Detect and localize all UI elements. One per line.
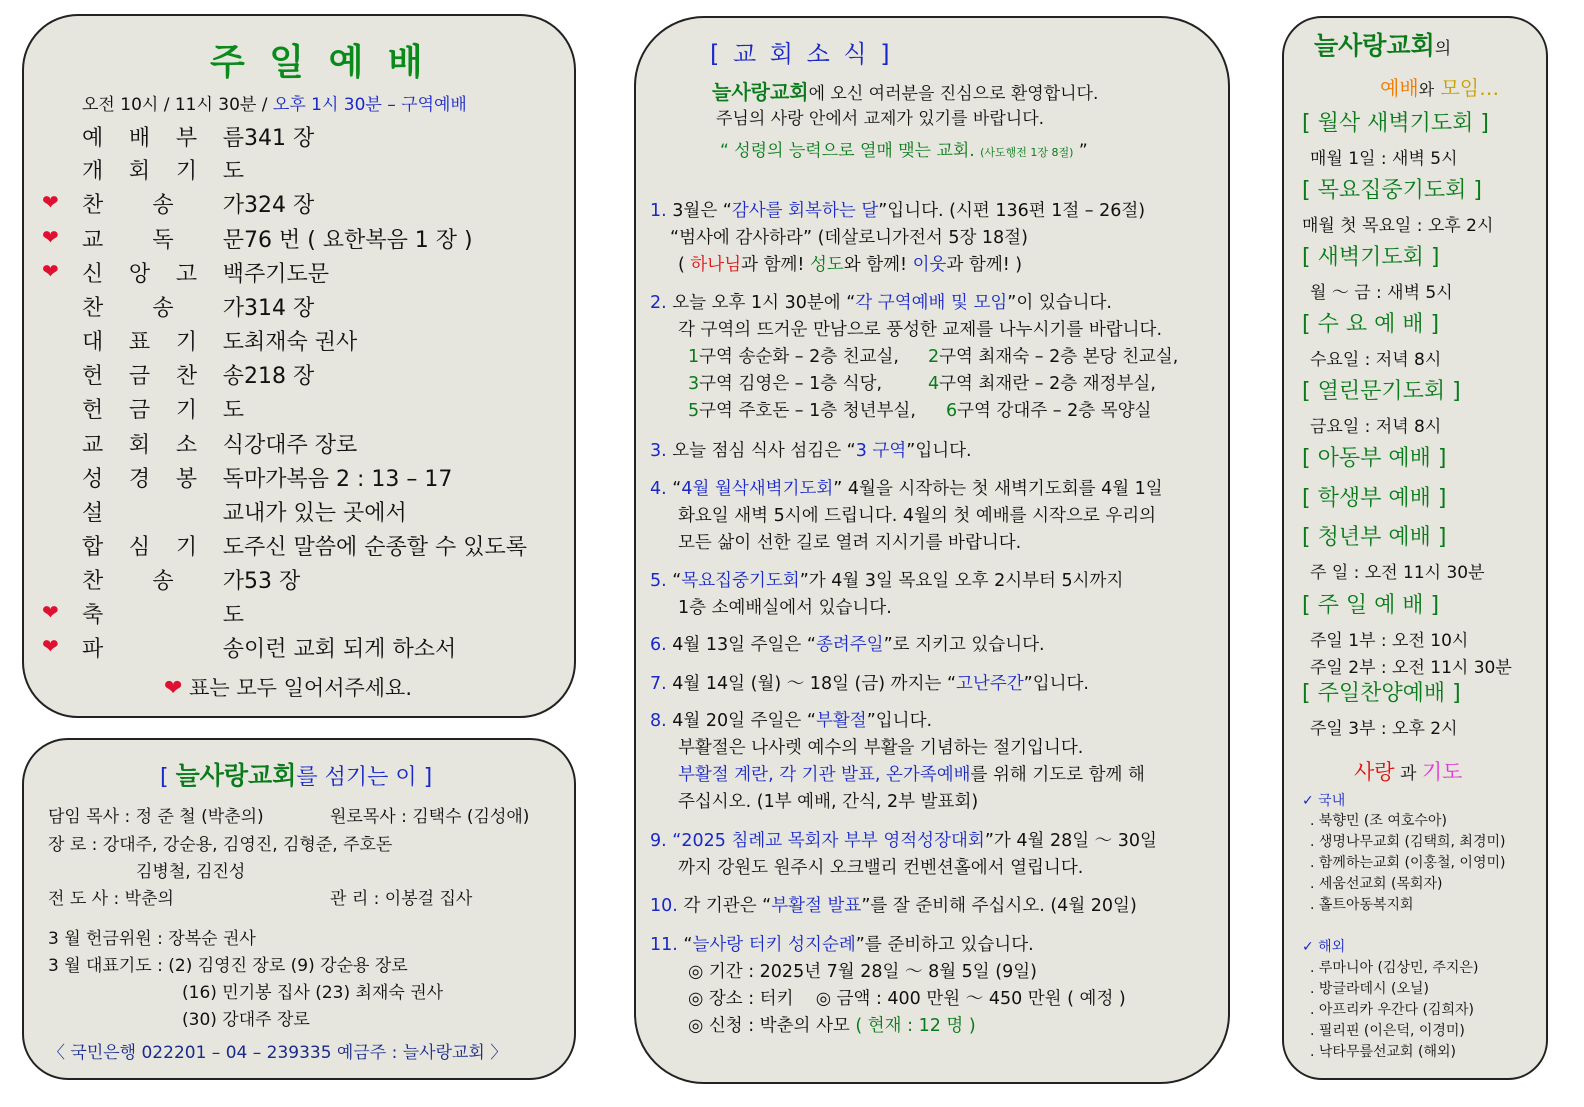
worship-order-label-char: 기 [175,158,198,184]
news-num-2: 2. [650,293,667,313]
worship-order-value: 주기도문 [244,261,330,287]
elders-line: 장 로 : 강대주, 강순용, 김영진, 김형준, 주호돈 [48,835,393,855]
worship-order-label-char: 헌 [82,397,104,423]
news-item-5 [650,568,1123,595]
schedule-time: 수요일 : 저녁 8시 [1310,350,1442,370]
news-2-c: ”이 있습니다. [1007,293,1112,313]
mission-item [1310,852,1505,872]
worship-order-label-char: 합 [82,534,104,560]
mission-item [1310,894,1414,914]
news-8-a: 4월 20일 주일은 “ [672,711,816,731]
worship-order-row [82,186,314,220]
worship-order-row [82,152,244,186]
news-3-b: 3 구역 [855,441,907,461]
mission-name: 루마니아 (김상민, 주지은) [1318,960,1479,976]
news-item-4 [650,476,1163,503]
worship-order-label-char: 개 [82,158,104,184]
worship-order-label [82,530,244,561]
schedule-heading: [ 열린문기도회 ] [1302,379,1461,404]
news-item-4-line-3: 모든 삶이 선한 길로 열려 지시기를 바랍니다. [678,533,1022,553]
worship-time-main: 오전 10시 / 11시 30분 / [82,95,268,115]
servants-title [160,756,432,792]
zone-text: 구역 송순화 – 2층 친교실, [699,347,899,367]
news-1-l3e: 와 함께! [843,255,913,275]
news-11-a: “ [683,935,693,955]
news-1-l3g: 과 함께! ) [946,255,1023,275]
worship-order-row [82,391,244,425]
servants-title-open: [ [160,765,169,790]
worship-order-label [82,496,244,527]
schedule-sub-meeting: 모임… [1440,76,1500,100]
love-text: 사랑 [1354,760,1395,784]
zone-number: 1 [688,347,700,367]
worship-order-value: 324 장 [244,192,315,218]
worship-order-label-char: 송 [152,568,174,594]
schedule-time: 금요일 : 저녁 8시 [1310,417,1442,437]
news-num-8: 8. [650,711,667,731]
worship-order-label-char: 금 [128,363,151,389]
news-item-5-line-2: 1층 소예배실에서 있습니다. [678,598,892,618]
offering-line: 3 월 헌금위원 : 장복순 권사 [48,929,256,949]
worship-order-label-char: 심 [128,534,151,560]
schedule-time: 주일 3부 : 오후 2시 [1310,719,1458,739]
news-2-a: 오늘 오후 1시 30분에 “ [672,293,856,313]
news-6-c: ”로 지키고 있습니다. [883,635,1045,655]
worship-order-label [82,564,244,595]
news-1-l3f: 이웃 [912,255,947,275]
schedule-heading: [ 수 요 예 배 ] [1302,312,1440,337]
schedule-time: 월 ～ 금 : 새벽 5시 [1310,283,1453,303]
news-6-a: 4월 13일 주일은 “ [672,635,816,655]
worship-order-label-char: 파 [82,636,104,662]
news-1-l3b: 하나님 [690,255,742,275]
worship-order-row [82,494,407,528]
worship-order-panel [22,14,576,718]
worship-order-label-char: 신 [82,261,104,287]
worship-order-value: 314 장 [244,295,315,321]
news-1-a: 3월은 “ [672,201,732,221]
bullet-dot-icon: . [1310,897,1319,913]
news-num-10: 10. [650,896,678,916]
heart-icon: ❤ [164,676,183,701]
news-10-c: ”를 잘 준비해 주십시오. (4월 20일) [861,896,1137,916]
worship-order-label-char: 대 [82,329,104,355]
schedule-heading: [ 월삭 새벽기도회 ] [1302,111,1489,136]
worship-order-row [82,460,452,494]
mission-name: 필리핀 (이은덕, 이경미) [1318,1023,1465,1039]
worship-order-label-char: 기 [175,534,198,560]
servants-panel [22,738,576,1080]
worship-order-label-char: 가 [222,295,244,321]
worship-order-row [82,528,527,562]
schedule-subtitle [1380,72,1499,101]
worship-order-value: 마가복음 2 : 13 – 17 [244,466,453,492]
evangelist-line: 전 도 사 : 박춘의 [48,889,174,909]
worship-order-label-char: 경 [128,466,151,492]
mission-item [1310,810,1447,830]
worship-order-label [82,598,244,629]
schedule-time: 매월 첫 목요일 : 오후 2시 [1302,216,1494,236]
news-num-11: 11. [650,935,678,955]
news-5-a: “ [672,571,682,591]
worship-order-label-char: 앙 [128,261,151,287]
news-11-l4b: ( 현재 : 12 명 ) [855,1016,976,1036]
zone-number: 3 [688,374,700,394]
worship-order-label-char: 찬 [175,363,198,389]
church-motto [720,136,1088,161]
worship-order-row [82,357,314,391]
love-and: 과 [1394,764,1422,784]
church-news-panel [634,16,1230,1084]
worship-order-value: 53 장 [244,568,301,594]
welcome-church-name: 늘사랑교회 [712,80,809,104]
zone-item [928,344,1178,371]
zone-item [688,398,916,425]
news-8-c: ”입니다. [866,711,933,731]
news-10-b: 부활절 발표 [771,896,862,916]
mission-item [1310,978,1429,998]
news-num-5: 5. [650,571,667,591]
worship-order-label-char: 교 [222,500,244,526]
worship-order-label-char: 송 [222,636,244,662]
worship-order-label-char: 찬 [82,192,104,218]
prayer-text: 기도 [1421,760,1463,784]
bullet-dot-icon: . [1310,1044,1319,1060]
servants-church-name: 늘사랑교회 [175,761,297,790]
worship-order-label-char: 독 [222,466,244,492]
heart-icon: ❤ [42,600,59,624]
worship-order-label-char: 송 [152,295,174,321]
bullet-dot-icon: . [1310,960,1319,976]
heart-icon: ❤ [42,259,59,283]
news-1-l3d: 성도 [809,255,844,275]
worship-order-label [82,291,244,322]
worship-order-label-char: 배 [128,125,151,151]
mission-name: 낙타무릎선교회 (해외) [1318,1044,1456,1060]
zone-text: 구역 김영은 – 1층 식당, [699,374,883,394]
bullet-dot-icon: . [1310,1023,1319,1039]
news-7-b: 고난주간 [956,674,1024,694]
news-10-a: 각 기관은 “ [683,896,772,916]
worship-order-row [82,119,314,153]
worship-order-label-char: 도 [222,158,244,184]
news-num-9: 9. [650,831,667,851]
news-item-2-line-2: 각 구역의 뜨거운 만남으로 풍성한 교제를 나누시기를 바랍니다. [678,320,1163,340]
worship-order-label [82,223,244,254]
zone-item [688,371,882,398]
worship-order-label-char: 헌 [82,363,104,389]
schedule-heading: [ 새벽기도회 ] [1302,245,1440,270]
elders-cont: 김병철, 김진성 [136,862,246,882]
worship-order-value: 218 장 [244,363,315,389]
news-item-11-line-2: ◎ 기간 : 2025년 7월 28일 ～ 8월 5일 (9일) [688,962,1037,982]
zone-item [946,398,1151,425]
worship-order-label-char: 표 [128,329,151,355]
mission-item [1310,1041,1456,1061]
standing-note [164,672,412,702]
heart-icon: ❤ [42,634,59,658]
zone-number: 6 [946,401,958,421]
news-11-c: ”를 준비하고 있습니다. [855,935,1034,955]
news-item-3 [650,438,972,465]
zone-item [928,371,1156,398]
bullet-dot-icon: . [1310,834,1319,850]
worship-order-label-char: 금 [128,397,151,423]
worship-order-row [82,562,300,596]
news-7-c: ”입니다. [1023,674,1089,694]
worship-order-row [82,255,329,289]
worship-title: 주 일 예 배 [210,42,429,83]
domestic-label: ✓ 국내 [1302,793,1346,809]
schedule-heading: [ 목요집중기도회 ] [1302,178,1482,203]
schedule-sub-worship: 예배 [1380,76,1419,100]
news-item-1-line-2: “범사에 감사하라” (데살로니가전서 5장 18절) [670,228,1028,248]
schedule-heading: [ 아동부 예배 ] [1302,446,1447,471]
news-1-l3a: ( [678,255,691,275]
emeritus-line: 원로목사 : 김택수 (김성애) [330,807,530,827]
worship-order-value: 주신 말씀에 순종할 수 있도록 [244,534,527,560]
news-item-11 [650,932,1034,959]
bank-account: 〈 국민은행 022201 – 04 – 239335 예금주 : 늘사랑교회 〉 [48,1043,508,1063]
heart-icon: ❤ [42,225,59,249]
news-9-a: “2025 침례교 목회자 부부 영적성장대회 [672,831,985,851]
worship-order-label [82,325,244,356]
worship-order-label-char: 도 [222,397,244,423]
news-num-4: 4. [650,479,667,499]
schedule-church-name: 늘사랑교회 [1314,31,1435,60]
worship-order-label-char: 기 [175,397,198,423]
news-4-a: “ [672,479,682,499]
zone-number: 5 [688,401,700,421]
news-4-b: 4월 월삭새벽기도회 [681,479,834,499]
mission-name: 함께하는교회 (이홍철, 이영미) [1318,855,1506,871]
worship-order-label-char: 가 [222,192,244,218]
mission-item [1310,831,1505,851]
worship-order-row [82,289,314,323]
zone-number: 4 [928,374,940,394]
news-item-1-line-3 [678,252,1022,279]
worship-order-label-char: 찬 [82,295,104,321]
servants-title-rest: 를 섬기는 이 ] [296,765,433,790]
worship-time-extra: 오후 1시 30분 – 구역예배 [272,95,467,115]
worship-order-label-char: 송 [222,363,244,389]
heart-icon: ❤ [42,190,59,214]
worship-order-label-char: 교 [82,432,104,458]
news-11-l3b: ◎ 금액 : 400 만원 ～ 450 만원 ( 예정 ) [815,989,1126,1009]
news-item-9-line-2: 까지 강원도 원주시 오크밸리 컨벤션홀에서 열립니다. [678,858,1084,878]
bullet-dot-icon: . [1310,876,1319,892]
news-11-b: 늘사랑 터키 성지순례 [692,935,856,955]
news-item-8-line-3 [678,762,1145,789]
worship-order-label-char: 도 [222,329,244,355]
worship-order-label-char: 고 [175,261,198,287]
news-9-b: ”가 4월 28일 ～ 30일 [984,831,1157,851]
welcome-line-2: 주님의 사랑 안에서 교제가 있기를 바랍니다. [716,109,1045,129]
worship-order-label-char: 소 [175,432,198,458]
worship-order-value: 341 장 [244,125,315,151]
worship-order-label-char: 예 [82,125,104,151]
news-8-l3b: 를 위해 기도로 함께 해 [970,765,1145,785]
mission-item [1310,873,1442,893]
worship-order-label-char: 송 [152,192,174,218]
bullet-dot-icon: . [1310,1002,1319,1018]
mission-name: 생명나무교회 (김택희, 최경미) [1318,834,1506,850]
mission-name: 아프리카 우간다 (김희자) [1318,1002,1474,1018]
worship-order-value: 내가 있는 곳에서 [244,500,407,526]
bullet-dot-icon: . [1310,981,1319,997]
zone-text: 구역 강대주 – 2층 목양실 [957,401,1152,421]
worship-order-label [82,359,244,390]
worship-order-label [82,121,244,152]
mission-name: 북향민 (조 여호수아) [1318,813,1447,829]
welcome-line [712,76,1098,105]
worship-order-label [82,393,244,424]
schedule-heading: [ 주일찬양예배 ] [1302,681,1461,706]
news-num-3: 3. [650,441,667,461]
worship-order-label-char: 백 [222,261,244,287]
news-title: [ 교 회 소 식 ] [710,40,893,68]
standing-note-text: 표는 모두 일어서주세요. [189,676,413,700]
news-11-l3a: ◎ 장소 : 터키 [688,989,794,1009]
worship-times [82,90,467,115]
mission-item [1310,957,1478,977]
mission-item [1310,1020,1465,1040]
news-8-l3a: 부활절 계란, 각 기관 발표, 온가족예배 [678,765,971,785]
worship-order-label-char: 찬 [82,568,104,594]
worship-order-label-char: 문 [222,227,244,253]
welcome-text: 에 오신 여러분을 진심으로 환영합니다. [808,84,1099,104]
bullet-dot-icon: . [1310,813,1319,829]
worship-order-value: 최재숙 권사 [244,329,358,355]
news-num-1: 1. [650,201,667,221]
schedule-title [1314,26,1451,62]
news-3-c: ”입니다. [906,441,972,461]
zone-text: 구역 최재숙 – 2층 본당 친교실, [939,347,1179,367]
worship-order-row [82,596,244,630]
news-item-8-line-2: 부활절은 나사렛 예수의 부활을 기념하는 절기입니다. [678,738,1084,758]
worship-order-label-char: 기 [175,329,198,355]
news-7-a: 4월 14일 (월) ～ 18일 (금) 까지는 “ [672,674,957,694]
worship-order-label [82,632,244,663]
worship-order-label-char: 회 [128,158,151,184]
news-11-l4a: ◎ 신청 : 박춘의 사모 [688,1016,850,1036]
news-item-2 [650,290,1112,317]
mission-name: 방글라데시 (오닐) [1318,981,1429,997]
schedule-panel [1282,16,1548,1080]
news-num-7: 7. [650,674,667,694]
mission-name: 홀트아동복지회 [1318,897,1414,913]
worship-order-label-char: 식 [222,432,244,458]
zone-item [688,344,899,371]
pastor-line: 담임 목사 : 정 준 철 (박춘의) [48,807,264,827]
schedule-time: 매월 1일 : 새벽 5시 [1310,149,1458,169]
worship-order-label-char: 가 [222,568,244,594]
schedule-title-of: 의 [1434,39,1452,59]
news-5-c: ”가 4월 3일 목요일 오후 2시부터 5시까지 [799,571,1124,591]
worship-order-label [82,257,244,288]
motto-text: “ 성령의 능력으로 열매 맺는 교회. [720,141,975,161]
news-8-b: 부활절 [815,711,867,731]
schedule-time: 주 일 : 오전 11시 30분 [1310,563,1485,583]
worship-order-row [82,426,357,460]
news-6-b: 종려주일 [815,635,884,655]
news-1-c: ”입니다. (시편 136편 1절 – 26절) [878,201,1146,221]
love-prayer-title [1354,756,1462,786]
news-item-1 [650,198,1145,225]
schedule-heading: [ 학생부 예배 ] [1302,486,1447,511]
worship-order-row [82,630,456,664]
motto-ref: (사도행전 1장 8절) [980,146,1074,159]
news-item-4-line-2: 화요일 새벽 5시에 드립니다. 4월의 첫 예배를 시작으로 우리의 [678,506,1157,526]
worship-order-label-char: 축 [82,602,104,628]
news-2-b: 각 구역예배 및 모임 [855,293,1008,313]
worship-order-label-char: 름 [222,125,244,151]
news-item-9 [650,828,1157,855]
worship-order-value: 이런 교회 되게 하소서 [244,636,457,662]
motto-close: ” [1078,141,1088,161]
news-item-11-line-4 [688,1013,976,1040]
zone-text: 구역 주호돈 – 1층 청년부실, [699,401,916,421]
prayer-line-1: 3 월 대표기도 : (2) 김영진 장로 (9) 강순용 장로 [48,956,408,976]
schedule-sub-and: 와 [1418,80,1435,99]
bullet-dot-icon: . [1310,855,1319,871]
worship-order-value: 76 번 ( 요한복음 1 장 ) [244,227,473,253]
news-item-6 [650,632,1045,659]
worship-order-label [82,154,244,185]
news-num-6: 6. [650,635,667,655]
news-item-10 [650,893,1137,920]
worship-order-label-char: 설 [82,500,104,526]
zone-text: 구역 최재란 – 2층 재정부실, [939,374,1156,394]
worship-order-label-char: 독 [152,227,174,253]
worship-order-label-char: 부 [175,125,198,151]
news-5-b: 목요집중기도회 [681,571,800,591]
manager-line: 관 리 : 이봉걸 집사 [330,889,473,909]
worship-order-label [82,462,244,493]
news-1-l3c: 과 함께! [741,255,810,275]
worship-order-label [82,428,244,459]
news-item-11-line-3 [688,986,1126,1013]
worship-order-label-char: 도 [222,534,244,560]
mission-name: 세움선교회 (목회자) [1318,876,1443,892]
news-item-7 [650,671,1089,698]
prayer-line-2: (16) 민기봉 집사 (23) 최재숙 권사 [182,983,444,1003]
worship-order-label [82,188,244,219]
worship-order-label-char: 성 [82,466,104,492]
news-1-b: 감사를 회복하는 달 [731,201,879,221]
overseas-label: ✓ 해외 [1302,939,1346,955]
schedule-time: 주일 1부 : 오전 10시 [1310,631,1469,651]
schedule-time: 주일 2부 : 오전 11시 30분 [1310,658,1512,678]
zone-number: 2 [928,347,940,367]
worship-order-label-char: 회 [128,432,151,458]
schedule-heading: [ 주 일 예 배 ] [1302,593,1440,618]
mission-item [1310,999,1474,1019]
news-3-a: 오늘 점심 식사 섬김은 “ [672,441,856,461]
news-4-c: ” 4월을 시작하는 첫 새벽기도회를 4월 1일 [833,479,1163,499]
news-item-8-line-4: 주십시오. (1부 예배, 간식, 2부 발표회) [678,792,979,812]
prayer-line-3: (30) 강대주 장로 [182,1010,310,1030]
worship-order-label-char: 봉 [175,466,198,492]
worship-order-label-char: 도 [222,602,244,628]
worship-order-row [82,221,473,255]
worship-order-label-char: 교 [82,227,104,253]
schedule-heading: [ 청년부 예배 ] [1302,525,1447,550]
news-item-8 [650,708,932,735]
worship-order-value: 강대주 장로 [244,432,358,458]
worship-order-row [82,323,357,357]
